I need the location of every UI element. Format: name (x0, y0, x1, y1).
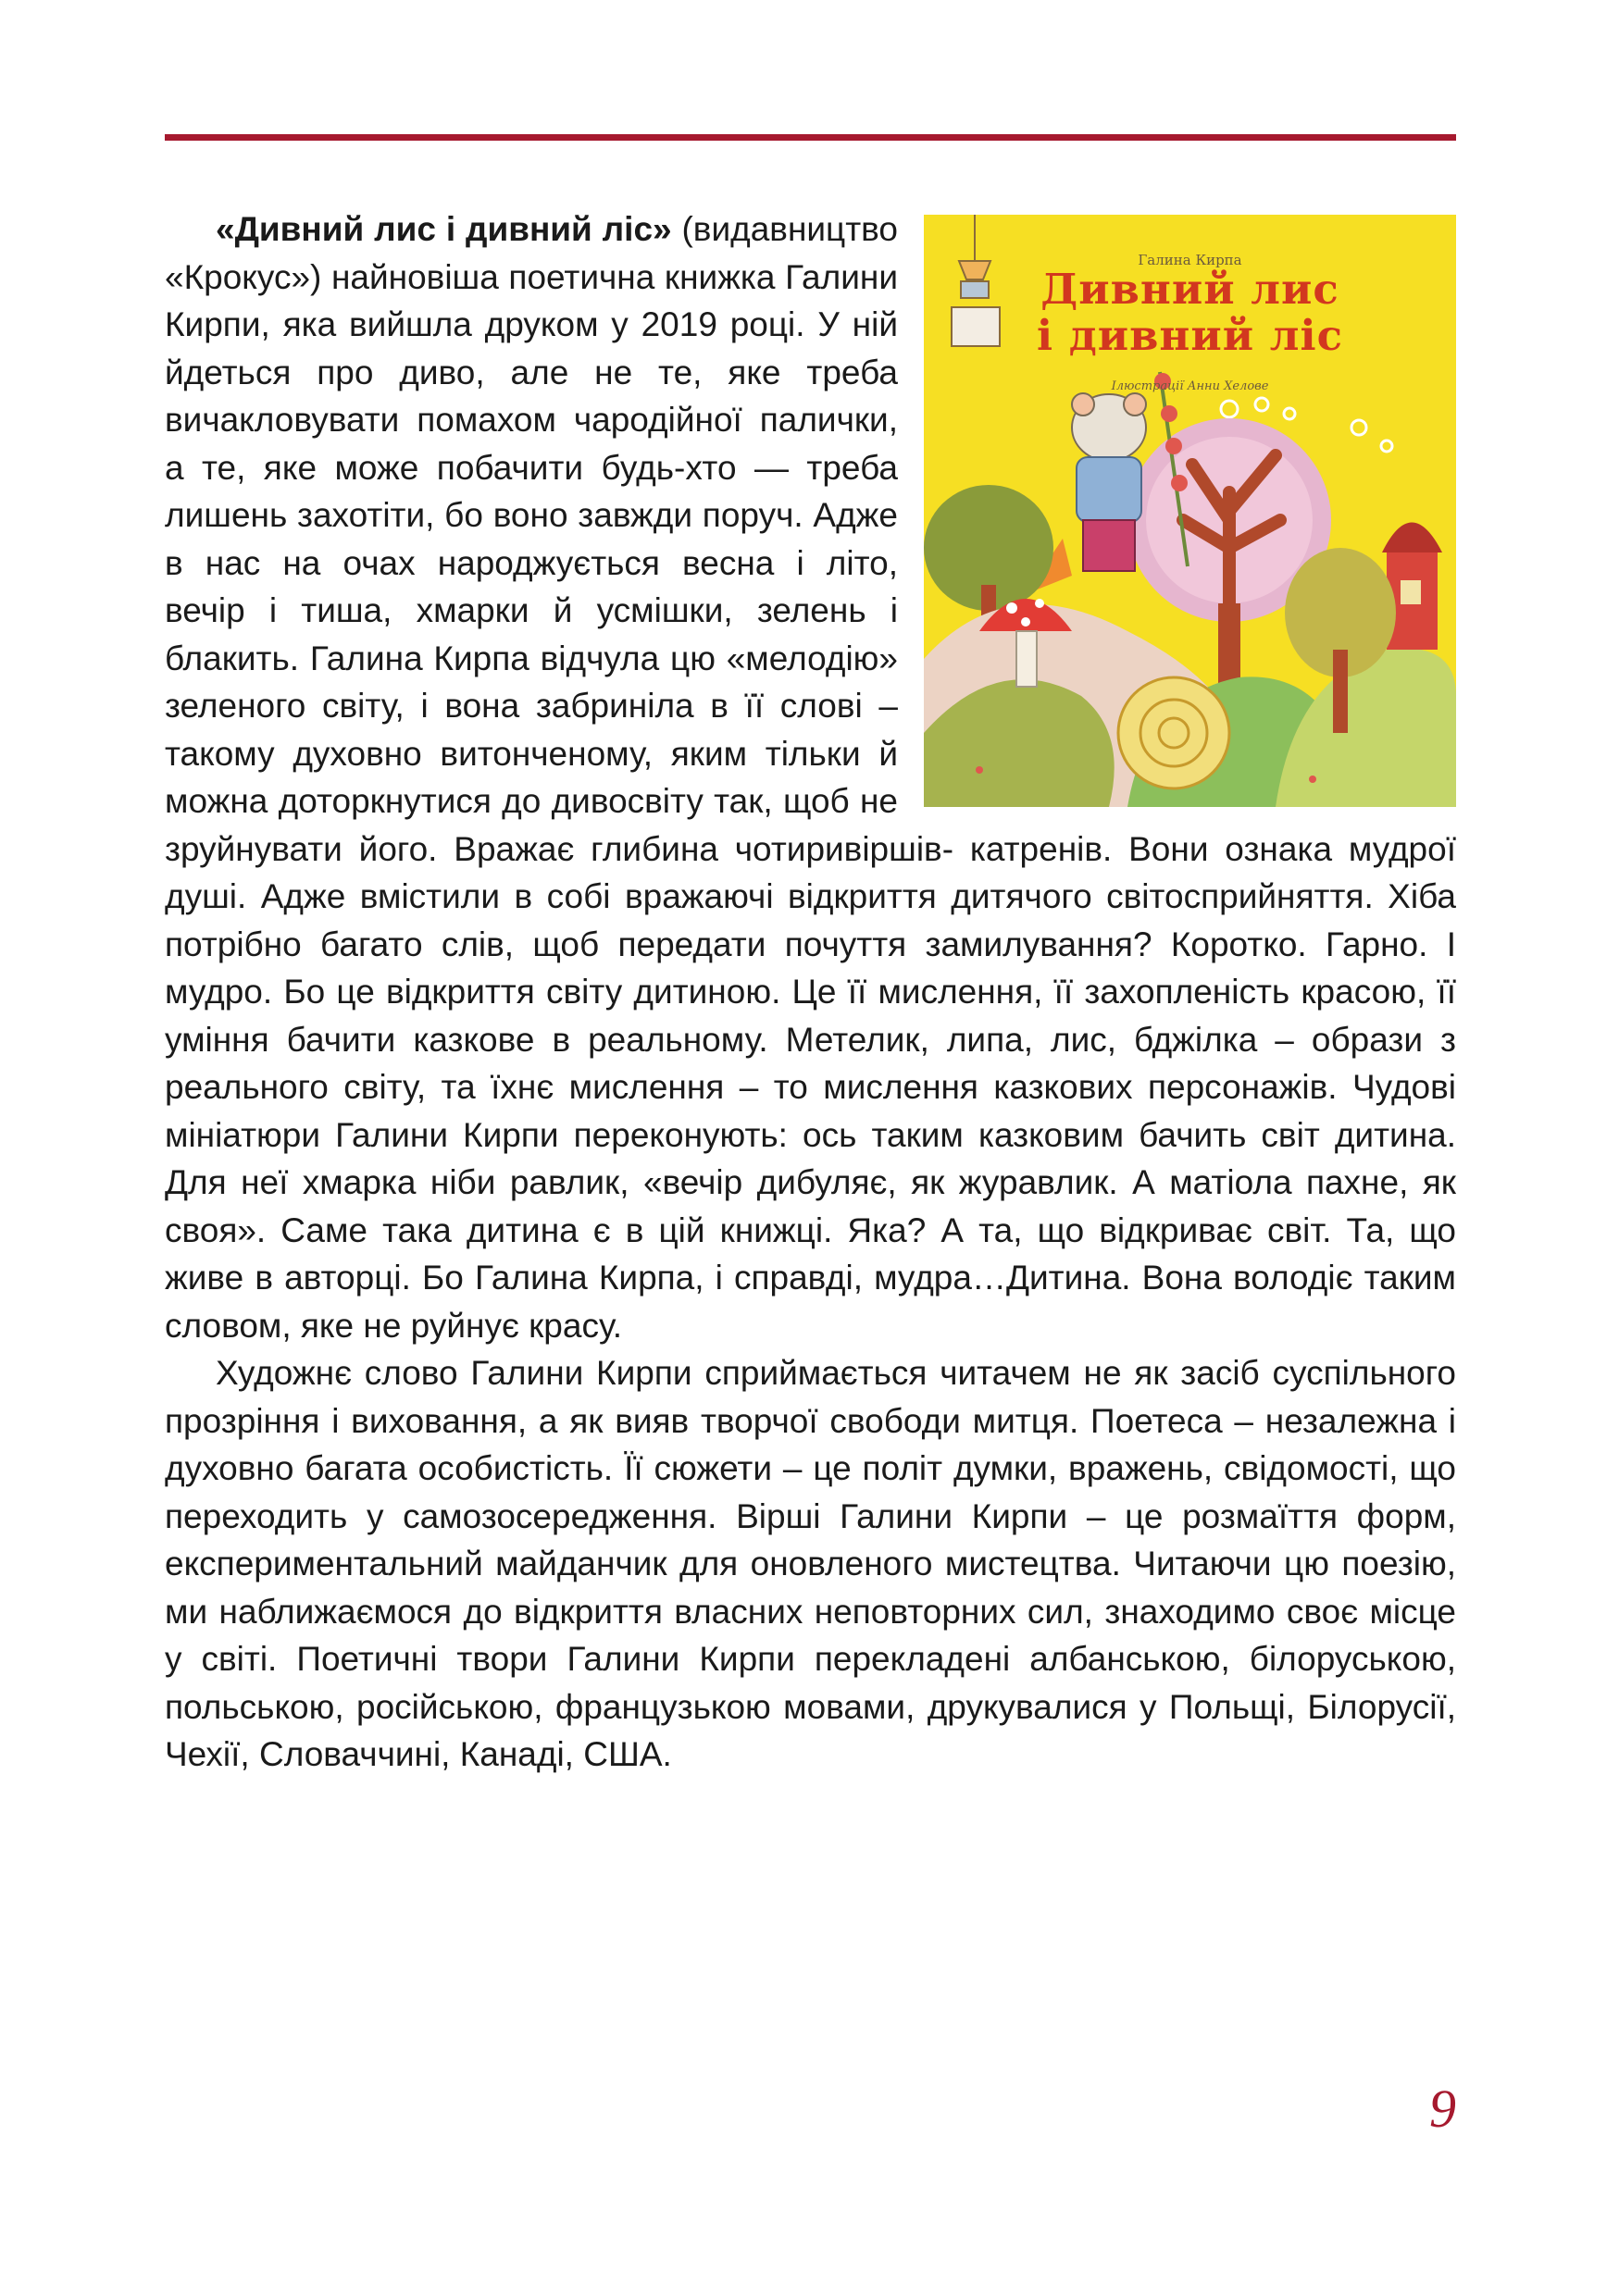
cover-title (924, 267, 1456, 359)
cover-illustrator-credit: Ілюстрації Анни Хелове (1111, 379, 1269, 393)
header-rule (165, 134, 1456, 141)
cover-title-line-2: і дивний ліс (1037, 311, 1343, 360)
article-body (165, 205, 1456, 1779)
cover-title-line-1: Дивний лис (1040, 265, 1339, 314)
paragraph-1-body: (видавництво «Крокус») найновіша поетична книжка Галини Кирпи, яка вийшла друком у 2019 році. У ній йдеться про диво, але не те, яке треба вичакловувати помахом чародійної палички, а те, яке може побачити будь-хто — треба лишень захотіти, бо воно завжди поруч. Адже в нас на очах народжується весна і літо, вечір і тиша, хмарки й усмішки, зелень і блакить. Галина Кирпа відчула цю «мелодію» зеленого світу, і вона забриніла в її слові – такому духовно витонченому, яким тільки й можна доторкнутися до дивосвіту так, щоб не зруйнувати його. Вражає глибина чотиривіршів- катренів. Вони ознака мудрої душі. Адже вмістили в собі вражаючі відкриття дитячого світосприйняття. Хіба потрібно багато слів, щоб передати почуття замилування? Коротко. Гарно. І мудро. Бо це відкриття світу дитиною. Це її мислення, її захопленість красою, її уміння бачити казкове в реальному. Метелик, липа, лис, бджілка – образи з реального світу, та їхнє мислення – то мислення казкових персонажів. Чудові мініатюри Галини Кирпи переконують: ось таким казковим бачить світ дитина. Для неї хмарка ніби равлик, «вечір дибуляє, як журавлик. А матіола пахне, як своя». Саме така дитина є в цій книжці. Яка? А та, що відкриває світ. Та, що живе в авторці. Бо Галина Кирпа, і справді, мудра…Дитина. Вона володіє таким словом, яке не руйнує красу. (165, 210, 1456, 1345)
cover-author: Галина Кирпа (1138, 252, 1242, 268)
book-title: «Дивний лис і дивний ліс» (216, 210, 672, 248)
book-cover-image (924, 215, 1456, 807)
paragraph-2: Художнє слово Галини Кирпи сприймається читачем не як засіб суспільного прозріння і виховання, а як вияв творчої свободи митця. Поетеса – незалежна і духовно багата особистість. Її сюжети – це політ думки, вражень, свідомості, що переходить у самозосередження. Вірші Галини Кирпи – це розмаїття форм, експериментальний майданчик для оновленого мистецтва. Читаючи цю поезію, ми наближаємося до відкриття власних неповторних сил, знаходимо своє місце у світі. Поетичні твори Галини Кирпи перекладені албанською, білоруською, польською, російською, французькою мовами, друкувалися у Польщі, Білорусії, Чехії, Словаччині, Канаді, США. (165, 1354, 1456, 1773)
page-number: 9 (1429, 2079, 1456, 2139)
